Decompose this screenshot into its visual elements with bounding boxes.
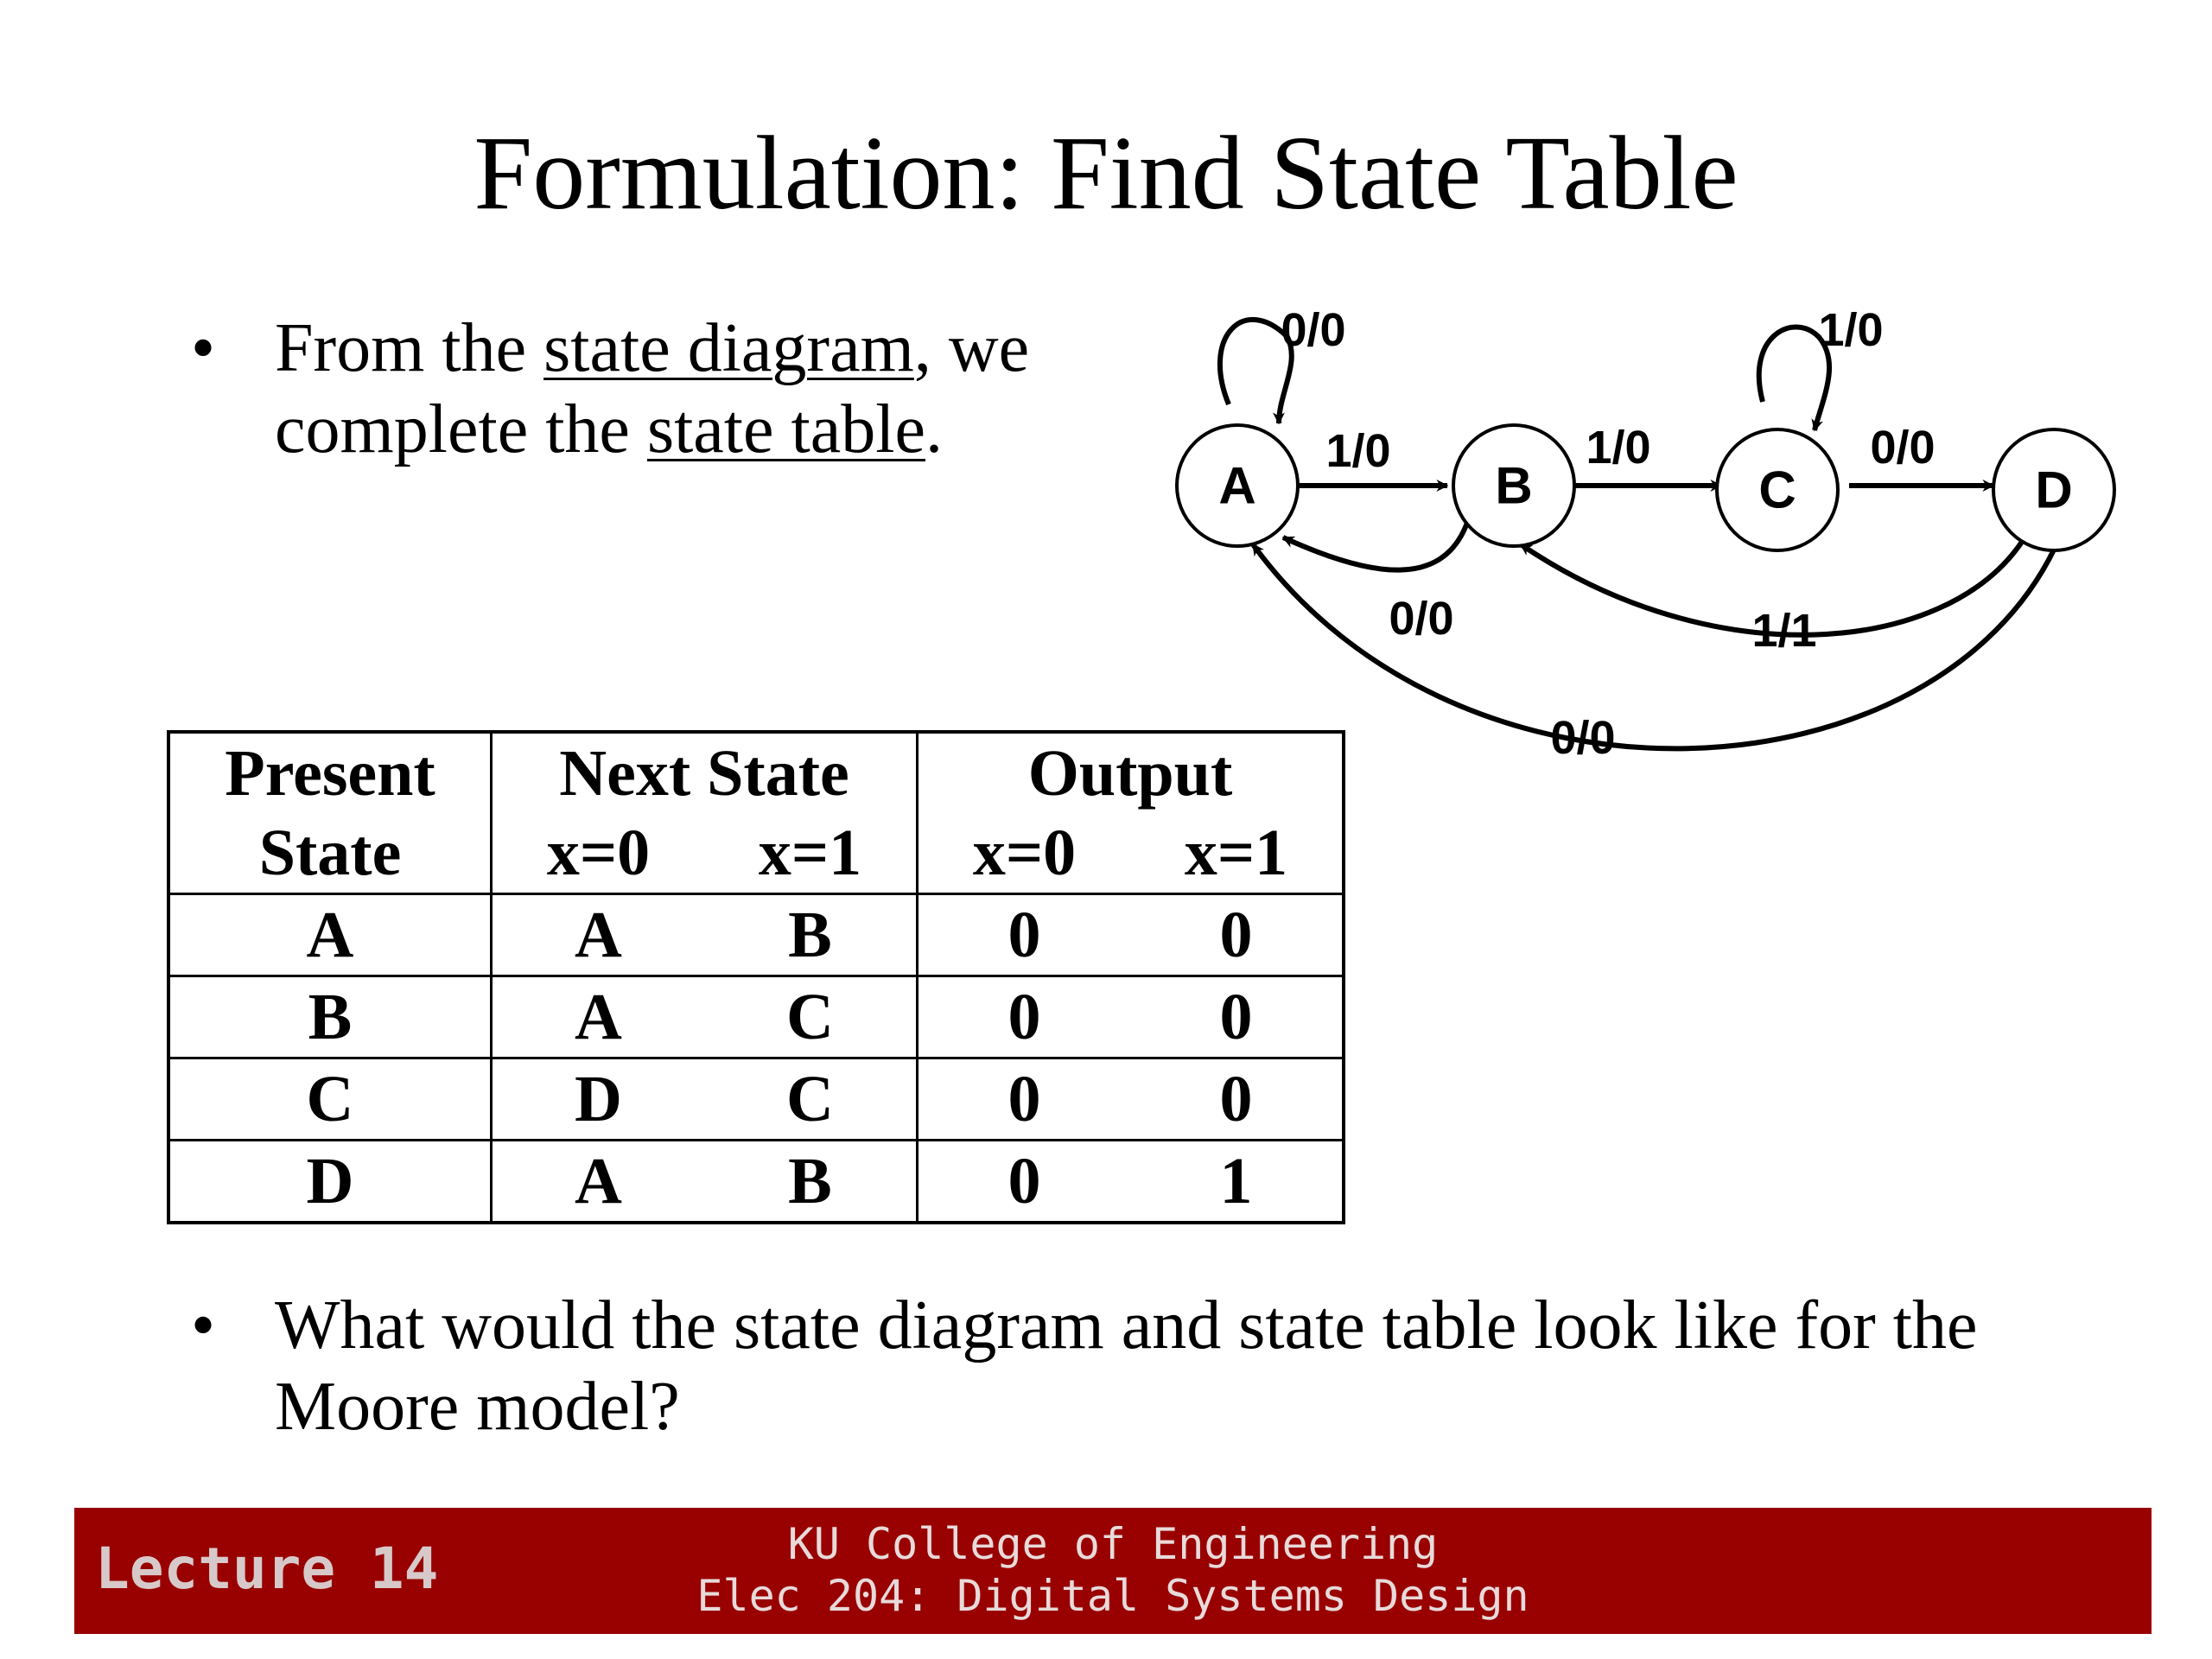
edge-d-a xyxy=(1253,544,2056,748)
output-cell: 0 xyxy=(918,1058,1131,1141)
output-cell: 0 xyxy=(918,976,1131,1058)
header-output: Output xyxy=(918,732,1344,813)
header-next-x1: x=1 xyxy=(758,817,862,889)
table-row xyxy=(168,1058,1344,1141)
state-b-label: B xyxy=(1495,456,1533,515)
edge-b-a xyxy=(1283,523,1467,570)
slide-title: Formulation: Find State Table xyxy=(474,115,1738,232)
present-state-cell: D xyxy=(168,1141,492,1224)
present-state-cell: A xyxy=(168,894,492,976)
next-state-cell: D xyxy=(492,1058,705,1141)
header-state: State xyxy=(258,817,402,889)
header-next-state: Next State xyxy=(492,732,918,813)
edge-b-a-label: 0/0 xyxy=(1389,593,1454,645)
next-state-cell: B xyxy=(704,1141,918,1224)
state-table xyxy=(167,730,1345,1224)
next-state-cell: A xyxy=(492,894,705,976)
state-diagram-link: state diagram xyxy=(543,310,914,386)
edge-a-a-label: 0/0 xyxy=(1281,304,1346,356)
bullet-marker: • xyxy=(191,310,216,386)
state-table-link: state table xyxy=(646,391,926,467)
moore-question-text: What would the state diagram and state table look like for the Moore model? xyxy=(275,1287,1978,1445)
edge-c-d-label: 0/0 xyxy=(1870,422,1936,474)
course-name: Elec 204: Digital Systems Design xyxy=(696,1571,1529,1621)
edge-b-c-label: 1/0 xyxy=(1586,422,1651,474)
bullet-marker: • xyxy=(191,1287,216,1363)
next-state-cell: C xyxy=(704,1058,918,1141)
header-out-x1: x=1 xyxy=(1184,817,1288,889)
table-row xyxy=(168,894,1344,976)
bullet-state-table-intro: • From the state diagram, we complete the state table. xyxy=(275,308,1052,470)
lecture-number: Lecture 14 xyxy=(95,1535,439,1602)
edge-a-b-label: 1/0 xyxy=(1325,425,1391,477)
state-d-label: D xyxy=(2035,461,2073,519)
state-c-label: C xyxy=(1758,461,1796,519)
edge-d-b-label: 1/1 xyxy=(1751,605,1817,657)
next-state-cell: C xyxy=(704,976,918,1058)
state-a-label: A xyxy=(1218,456,1256,515)
edge-c-c-label: 1/0 xyxy=(1818,304,1884,356)
college-name: KU College of Engineering xyxy=(787,1519,1439,1569)
next-state-cell: A xyxy=(492,1141,705,1224)
next-state-cell: A xyxy=(492,976,705,1058)
bullet-moore-question xyxy=(191,1285,2089,1447)
table-row xyxy=(168,976,1344,1058)
header-next-x0: x=0 xyxy=(492,813,705,894)
output-cell: 1 xyxy=(1130,1141,1344,1224)
edge-d-a-label: 0/0 xyxy=(1550,712,1616,764)
next-state-cell: B xyxy=(704,894,918,976)
present-state-cell: B xyxy=(168,976,492,1058)
table-row xyxy=(168,1141,1344,1224)
output-cell: 0 xyxy=(918,1141,1131,1224)
present-state-cell: C xyxy=(168,1058,492,1141)
footer-bar xyxy=(74,1508,2152,1634)
output-cell: 0 xyxy=(1130,976,1344,1058)
course-info xyxy=(74,1518,2152,1622)
header-out-x0: x=0 xyxy=(918,813,1131,894)
output-cell: 0 xyxy=(1130,1058,1344,1141)
output-cell: 0 xyxy=(1130,894,1344,976)
header-present: Present xyxy=(225,737,435,810)
output-cell: 0 xyxy=(918,894,1131,976)
